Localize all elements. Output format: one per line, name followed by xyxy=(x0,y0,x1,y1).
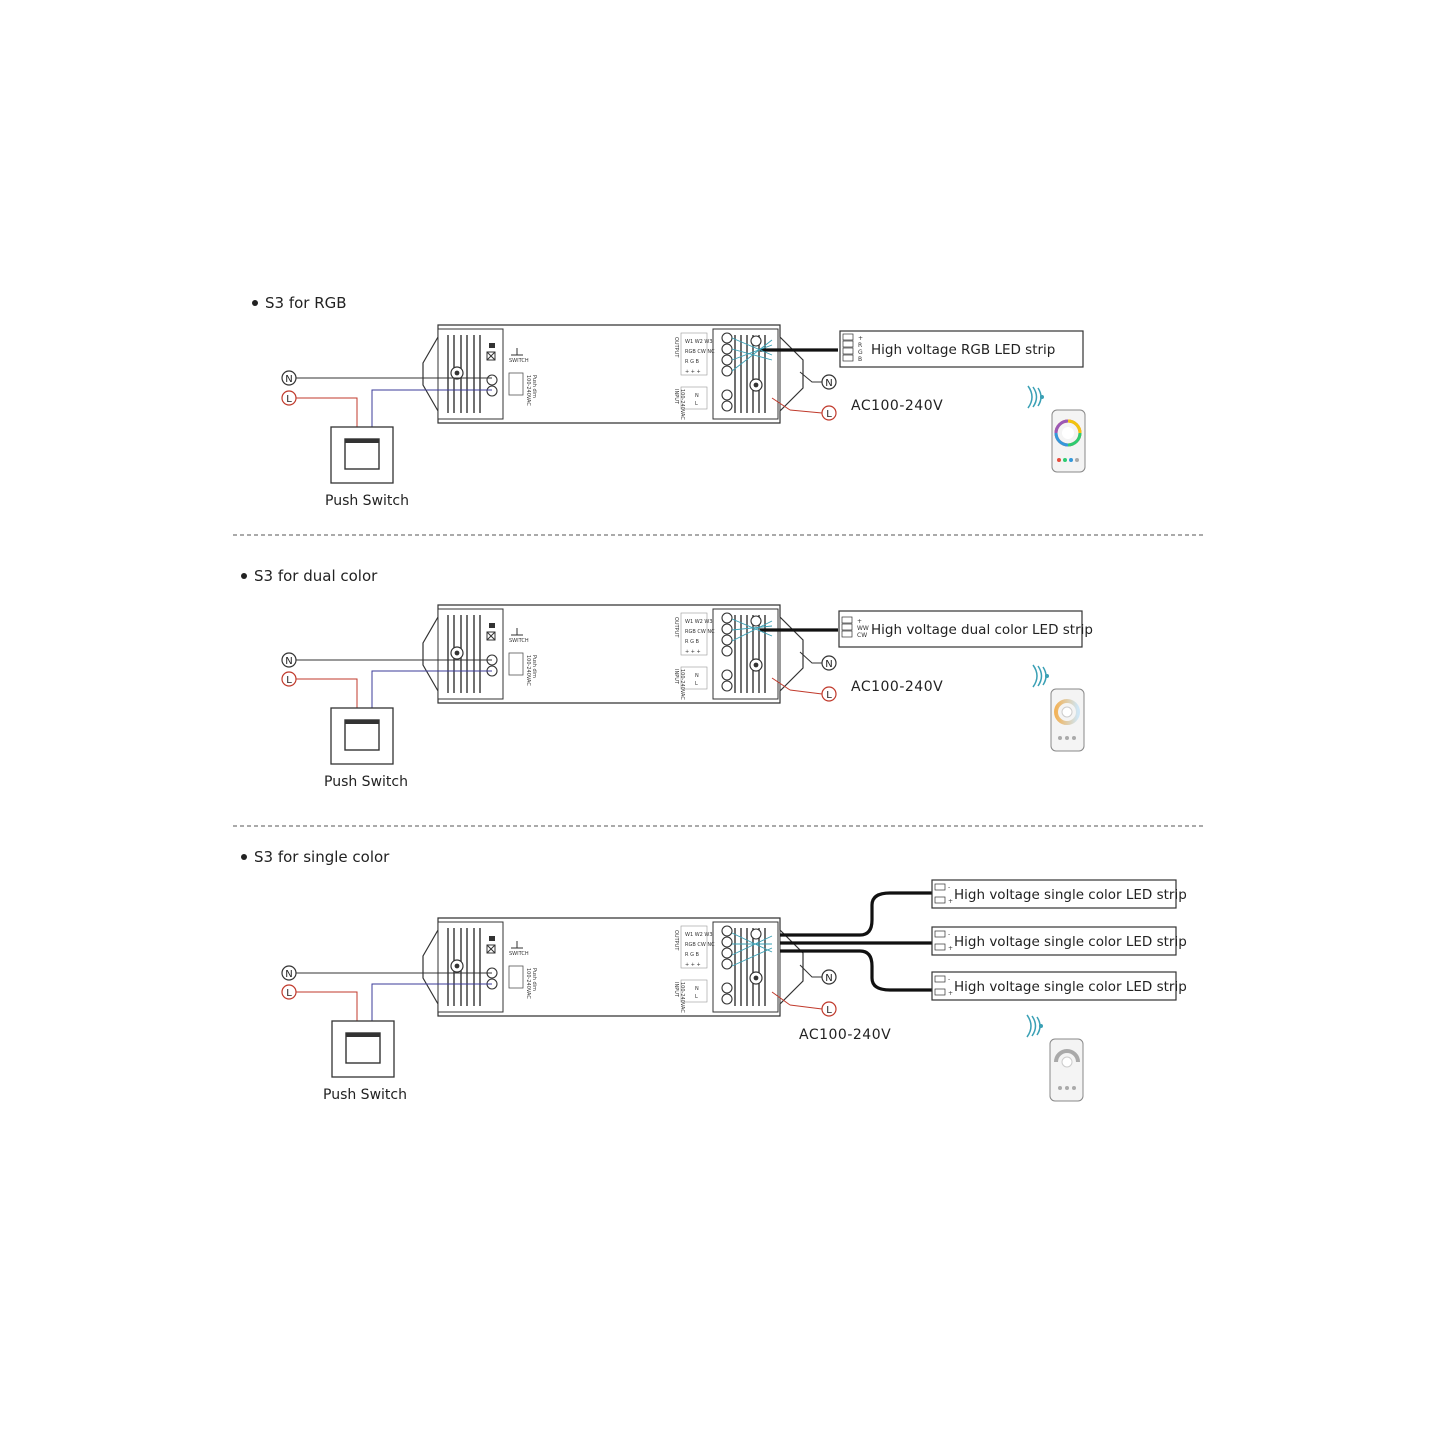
svg-text:G: G xyxy=(858,349,863,356)
terminal-n-output-icon xyxy=(822,970,836,984)
wireless-signal-icon xyxy=(1028,386,1044,408)
controller-device xyxy=(423,918,803,1016)
push-switch-label: Push Switch xyxy=(325,493,409,509)
section-rgb xyxy=(252,294,1085,509)
svg-text:R: R xyxy=(858,342,863,349)
push-switch xyxy=(331,427,393,483)
terminal-l-icon xyxy=(282,985,296,999)
svg-text:N: N xyxy=(825,659,833,670)
push-switch-label: Push Switch xyxy=(324,774,408,790)
svg-text:-: - xyxy=(948,931,951,938)
svg-text:-: - xyxy=(948,976,951,983)
supply-voltage-label: AC100-240V xyxy=(851,679,944,695)
led-strip-label: High voltage single color LED strip xyxy=(954,979,1187,995)
led-strip-label: High voltage single color LED strip xyxy=(954,887,1187,903)
terminal-n-icon xyxy=(282,371,296,385)
svg-text:-: - xyxy=(948,884,951,891)
svg-text:B: B xyxy=(858,356,863,363)
svg-text:+: + xyxy=(948,945,954,952)
single-color-remote-icon xyxy=(1050,1039,1083,1101)
controller-device xyxy=(423,325,803,423)
led-strip-label: High voltage RGB LED strip xyxy=(871,342,1056,358)
svg-text:N: N xyxy=(285,969,293,980)
section-dual-color xyxy=(241,567,1093,790)
led-strip xyxy=(840,331,1083,367)
svg-text:+: + xyxy=(858,335,864,342)
section-single-color xyxy=(241,848,1187,1103)
section-title-dual-color: S3 for dual color xyxy=(254,567,378,585)
push-switch-label: Push Switch xyxy=(323,1087,407,1103)
supply-voltage-label: AC100-240V xyxy=(851,398,944,414)
terminal-l-output-icon xyxy=(822,687,836,701)
terminal-l-output-icon xyxy=(822,1002,836,1016)
svg-text:+: + xyxy=(948,898,954,905)
svg-text:WW: WW xyxy=(857,625,869,632)
led-strip-label: High voltage dual color LED strip xyxy=(871,622,1093,638)
led-strip xyxy=(839,611,1093,647)
svg-text:L: L xyxy=(826,409,832,420)
controller-device xyxy=(423,605,803,703)
wireless-signal-icon xyxy=(1027,1015,1043,1037)
svg-text:CW: CW xyxy=(857,632,868,639)
svg-text:N: N xyxy=(285,656,293,667)
terminal-n-output-icon xyxy=(822,375,836,389)
led-strip xyxy=(932,972,1187,1000)
dual-color-remote-icon xyxy=(1051,689,1084,751)
led-strip-label: High voltage single color LED strip xyxy=(954,934,1187,950)
terminal-n-icon xyxy=(282,966,296,980)
svg-text:L: L xyxy=(286,394,292,405)
svg-text:L: L xyxy=(286,988,292,999)
section-title-rgb: S3 for RGB xyxy=(265,294,347,312)
push-switch xyxy=(332,1021,394,1077)
svg-text:+: + xyxy=(948,990,954,997)
svg-text:+: + xyxy=(857,618,863,625)
terminal-l-icon xyxy=(282,672,296,686)
svg-text:L: L xyxy=(826,1005,832,1016)
svg-text:N: N xyxy=(825,378,833,389)
led-strip xyxy=(932,880,1187,908)
svg-text:L: L xyxy=(286,675,292,686)
svg-text:L: L xyxy=(826,690,832,701)
terminal-l-icon xyxy=(282,391,296,405)
svg-text:N: N xyxy=(285,374,293,385)
led-strip xyxy=(932,927,1187,955)
rgb-remote-icon xyxy=(1052,410,1085,472)
terminal-n-icon xyxy=(282,653,296,667)
wireless-signal-icon xyxy=(1033,665,1049,687)
section-title-single-color: S3 for single color xyxy=(254,848,390,866)
push-switch xyxy=(331,708,393,764)
supply-voltage-label: AC100-240V xyxy=(799,1027,892,1043)
svg-text:N: N xyxy=(825,973,833,984)
terminal-n-output-icon xyxy=(822,656,836,670)
terminal-l-output-icon xyxy=(822,406,836,420)
